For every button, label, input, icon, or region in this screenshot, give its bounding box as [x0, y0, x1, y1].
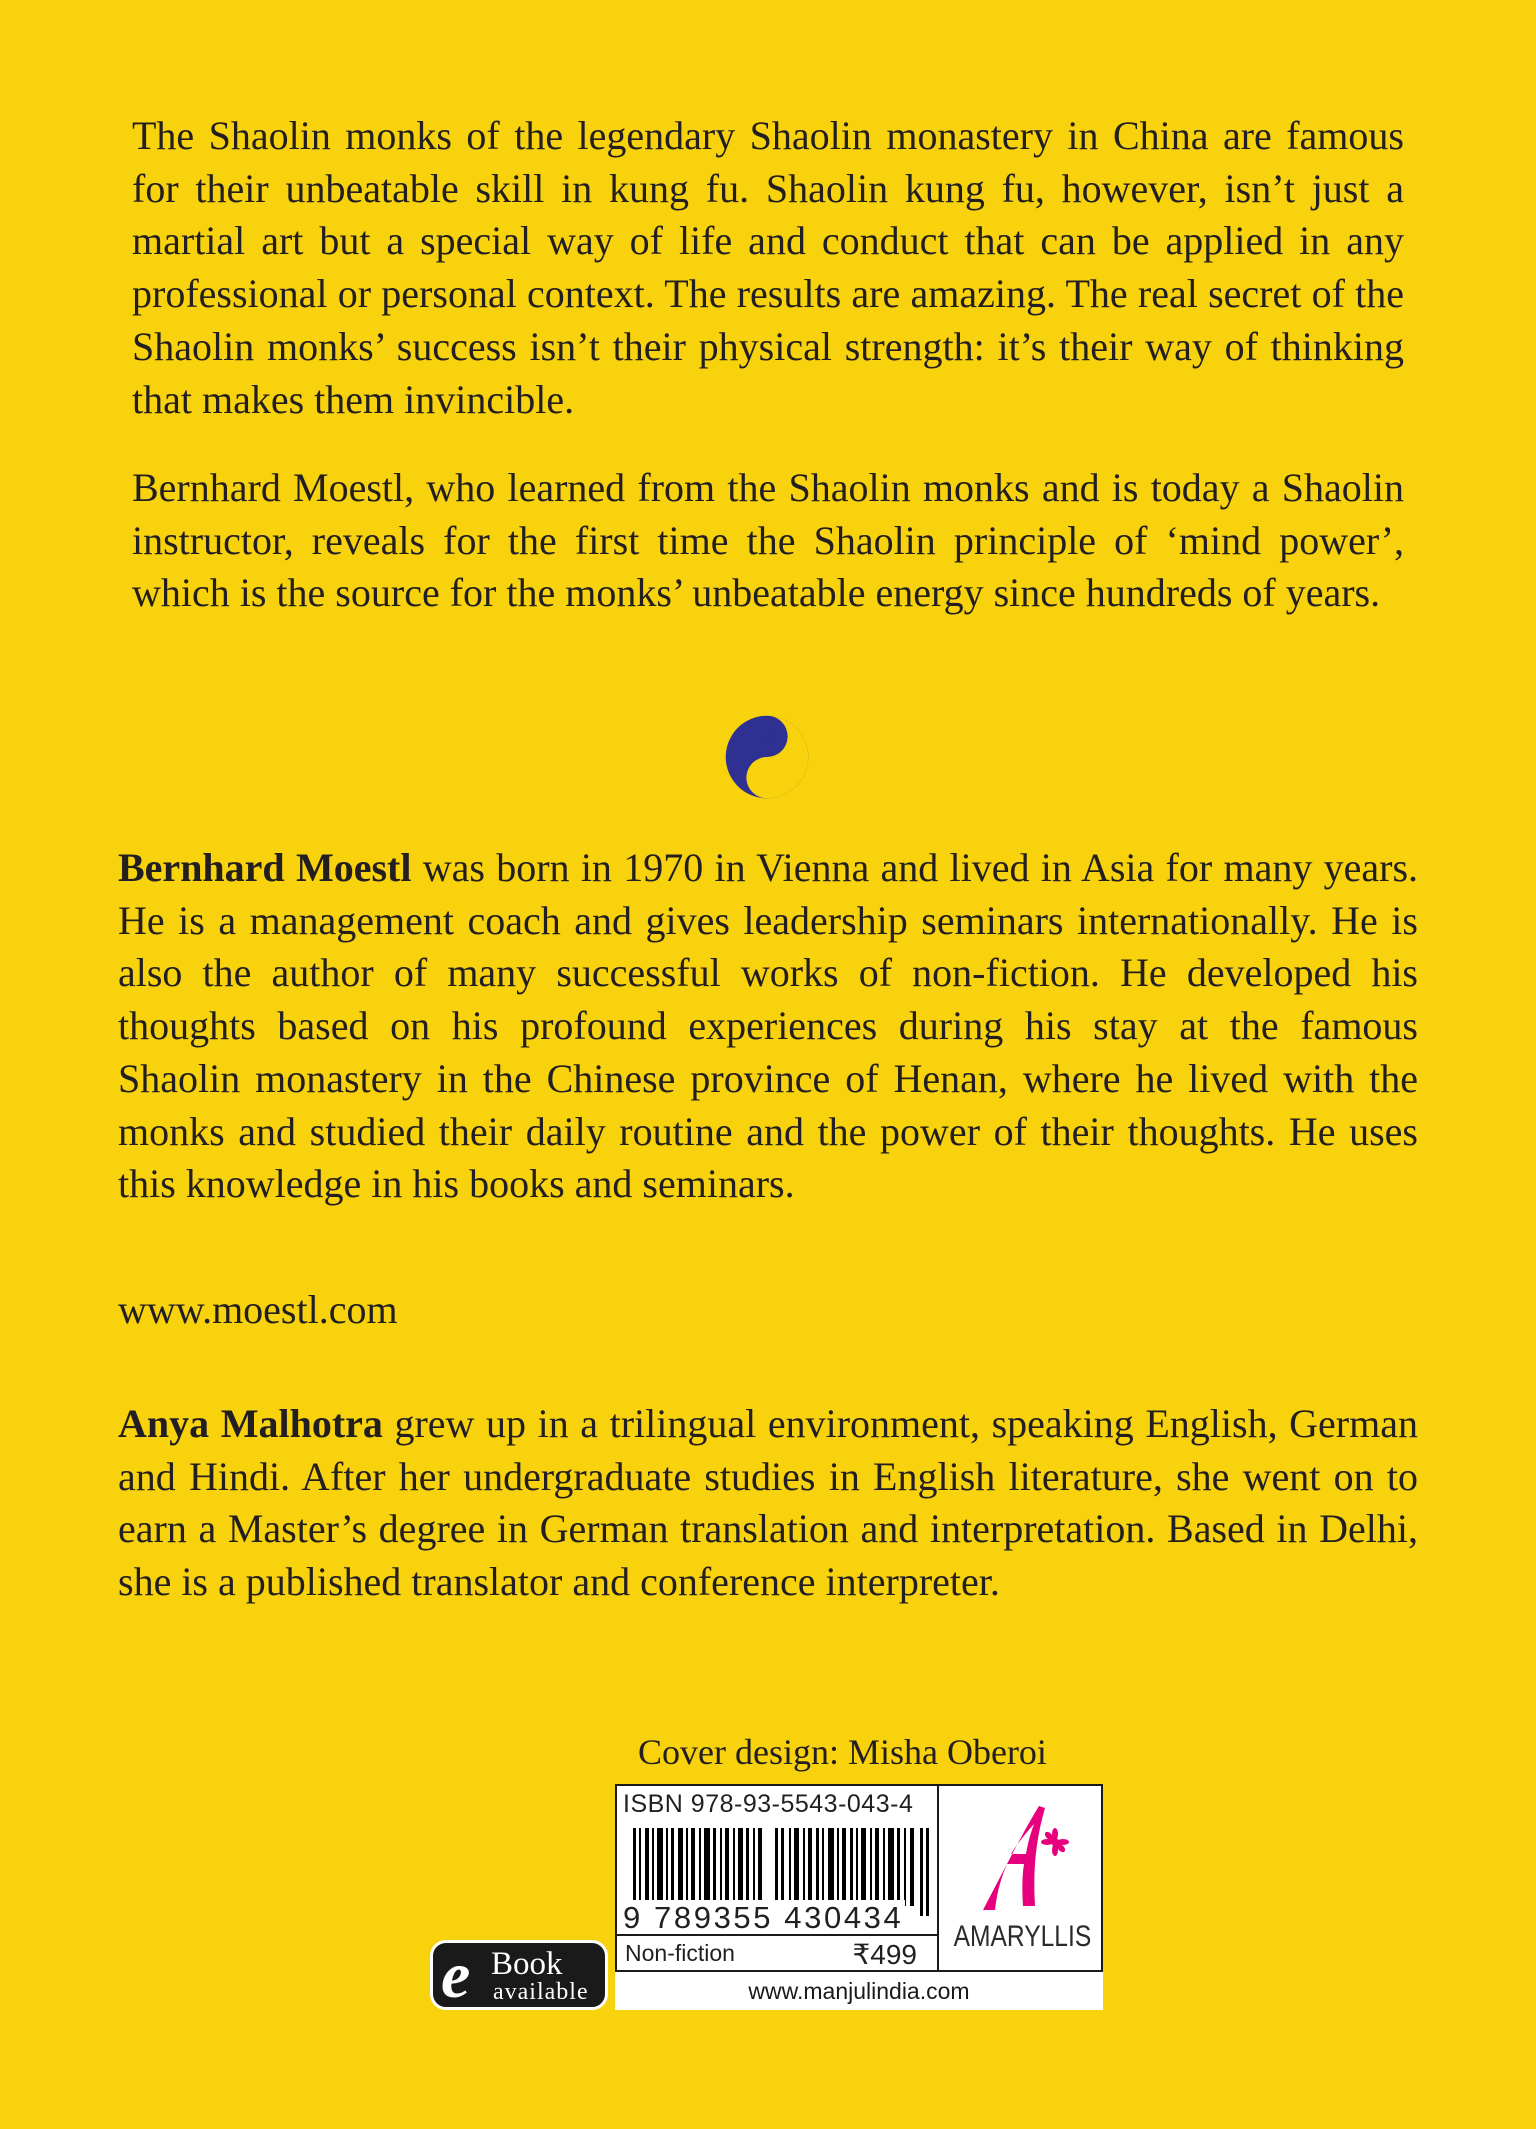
translator-bio-text: grew up in a trilingual environment, speaking English, German and Hindi. After her undergraduate studies in English literature, she went on to earn a Master’s degree in German translation and interpretation. Based in Delhi, she is a published translator and conference interpreter.	[118, 1401, 1418, 1605]
publisher-name: AMARYLLIS	[953, 1920, 1092, 1953]
ebook-available-badge	[430, 1940, 608, 2010]
yin-yang-icon	[724, 714, 810, 800]
blurb-paragraph-2: Bernhard Moestl, who learned from the Shaolin monks and is today a Shaolin instructor, reveals for the first time the Shaolin principle of ‘mind power’, which is the source for the monks’ unbeatable energy since hundreds of years.	[132, 465, 1404, 616]
ebook-e-icon: e	[441, 1940, 471, 2010]
isbn-digits: 9 789355 430434	[623, 1900, 904, 1935]
translator-name: Anya Malhotra	[118, 1401, 383, 1446]
author-name: Bernhard Moestl	[118, 845, 412, 890]
amaryllis-logo-icon	[973, 1802, 1073, 1912]
isbn-label: ISBN 978-93-5543-043-4	[623, 1790, 914, 1818]
genre-price-row	[617, 1934, 937, 1972]
genre-label: Non-fiction	[625, 1940, 735, 1966]
blurb-paragraph-1: The Shaolin monks of the legendary Shaolin monastery in China are famous for their unbeatable skill in kung fu. Shaolin kung fu, however, isn’t just a martial art but a special way of life and conduct that can be applied in any professional or personal context. The results are amazing. The real secret of the Shaolin monks’ success isn’t their physical strength: it’s their way of thinking that makes them invincible.	[132, 113, 1404, 422]
author-website: www.moestl.com	[118, 1287, 398, 1332]
publisher-logo-panel	[937, 1784, 1103, 1972]
ebook-available-label: available	[493, 1979, 589, 2005]
cover-design-credit: Cover design: Misha Oberoi	[638, 1732, 1047, 1772]
author-bio	[118, 842, 1418, 1211]
translator-bio	[118, 1398, 1418, 1609]
author-bio-text: was born in 1970 in Vienna and lived in Asia for many years. He is a management coach and gives leadership seminars internationally. He is also the author of many successful works of non-fiction. He developed his thoughts based on his profound experiences during his stay at the famous Shaolin monastery in the Chinese province of Henan, where he lived with the monks and studied their daily routine and the power of their thoughts. He uses this knowledge in his books and seminars.	[118, 845, 1419, 1207]
ebook-book-label: Book	[491, 1946, 563, 1982]
price-label: ₹499	[852, 1939, 917, 1970]
barcode-panel	[615, 1784, 939, 1972]
publisher-website-strip	[615, 1972, 1103, 2010]
publisher-website: www.manjulindia.com	[748, 1978, 970, 2004]
